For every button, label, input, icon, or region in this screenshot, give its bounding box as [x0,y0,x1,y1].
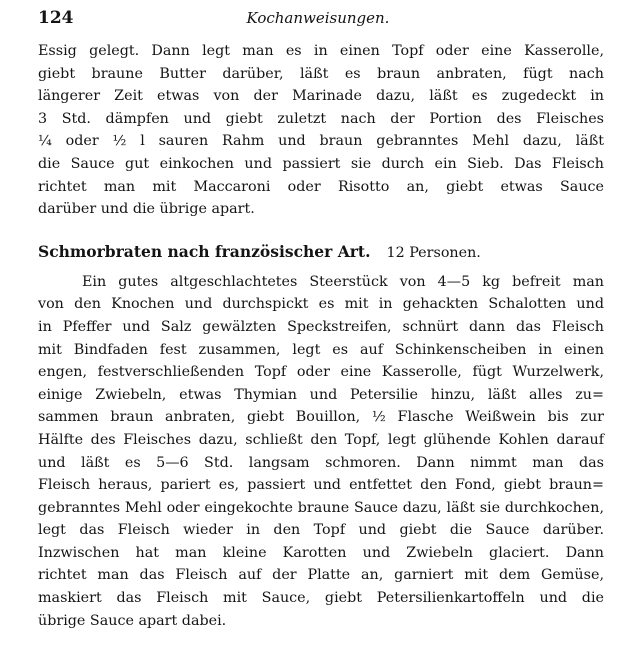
page-header [38,6,598,32]
text-line-content: Essig gelegt. Dann legt man es in einen Topf oder eine Kasserolle, [38,43,604,59]
text-line-content: die Sauce gut einkochen und passiert sie durch ein Sieb. Das Fleisch [38,155,604,172]
text-line-content: von den Knochen und durchspickt es mit in gehackten Schalotten und [38,296,604,313]
text-line-content: mit Bindfaden fest zusammen, legt es auf Schinkenscheiben in einen [38,341,604,358]
text-line [38,271,604,294]
text-line-content: darüber und die übrige apart. [38,201,255,218]
text-line [38,564,604,587]
page-body [38,40,604,632]
text-line [38,519,604,542]
text-line [38,85,604,108]
text-line-content: ¼ oder ½ l sauren Rahm und braun gebranntes Mehl dazu, läßt [38,133,604,150]
text-line [38,176,604,199]
text-line [38,153,604,176]
text-line [38,108,604,131]
text-line [38,429,604,452]
text-line-content: Ein gutes altgeschlachtetes Steerstück von 4—5 kg befreit man [82,273,604,290]
text-line [38,361,604,384]
text-line [38,497,604,520]
text-line [38,384,604,407]
text-line-content: richtet man das Fleisch auf der Platte an, garniert mit dem Gemüse, [38,567,604,584]
page-number: 124 [38,8,74,28]
text-line [38,542,604,565]
text-line-content: Hälfte des Fleisches dazu, schließt den Topf, legt glühende Kohlen darauf [38,431,604,448]
section-spacer [38,221,604,235]
text-line-content: 3 Std. dämpfen und giebt zuletzt nach der Portion des Fleisches [38,110,604,127]
text-line [38,339,604,362]
recipe-paragraph [38,271,604,633]
text-line [38,63,604,86]
text-line-content: engen, festverschließenden Topf oder eine Kasserolle, fügt Wurzelwerk, [38,364,604,381]
text-line [38,474,604,497]
paragraph-continued [38,40,604,221]
running-title: Kochanweisungen. [246,9,390,27]
text-line-content: Fleisch heraus, pariert es, passiert und entfettet den Fond, giebt braun= [38,477,604,494]
text-line-content: sammen braun anbraten, giebt Bouillon, ½ Flasche Weißwein bis zur [38,409,604,426]
text-line-content: und läßt es 5—6 Std. langsam schmoren. Dann nimmt man das [38,454,604,471]
text-line [38,40,604,63]
text-line-content: giebt braune Butter darüber, läßt es braun anbraten, fügt nach [38,65,604,82]
text-line [38,587,604,610]
text-line-content: in Pfeffer und Salz gewälzten Speckstreifen, schnürt dann das Fleisch [38,318,604,335]
text-line-content: gebranntes Mehl oder eingekochte braune Sauce dazu, läßt sie durchkochen, [38,499,604,516]
recipe-title: Schmorbraten nach französischer Art. [38,241,371,261]
text-line [38,406,604,429]
text-line-content: längerer Zeit etwas von der Marinade dazu, läßt es zugedeckt in [38,88,604,105]
recipe-servings: 12 Personen. [386,244,481,261]
text-line-content: einige Zwiebeln, etwas Thymian und Petersilie hinzu, läßt alles zu= [38,386,604,403]
text-line [38,293,604,316]
text-line-content: maskiert das Fleisch mit Sauce, giebt Petersilienkartoffeln und die [38,590,604,607]
text-line-content: Inzwischen hat man kleine Karotten und Zwiebeln glaciert. Dann [38,544,604,561]
text-line [38,198,604,221]
text-line [38,316,604,339]
text-line [38,130,604,153]
text-line-content: legt das Fleisch wieder in den Topf und giebt die Sauce darüber. [38,522,604,539]
text-line [38,452,604,475]
text-line-content: richtet man mit Maccaroni oder Risotto an, giebt etwas Sauce [38,178,604,195]
recipe-heading [38,235,604,269]
text-line-content: übrige Sauce apart dabei. [38,612,227,629]
text-line [38,610,604,633]
